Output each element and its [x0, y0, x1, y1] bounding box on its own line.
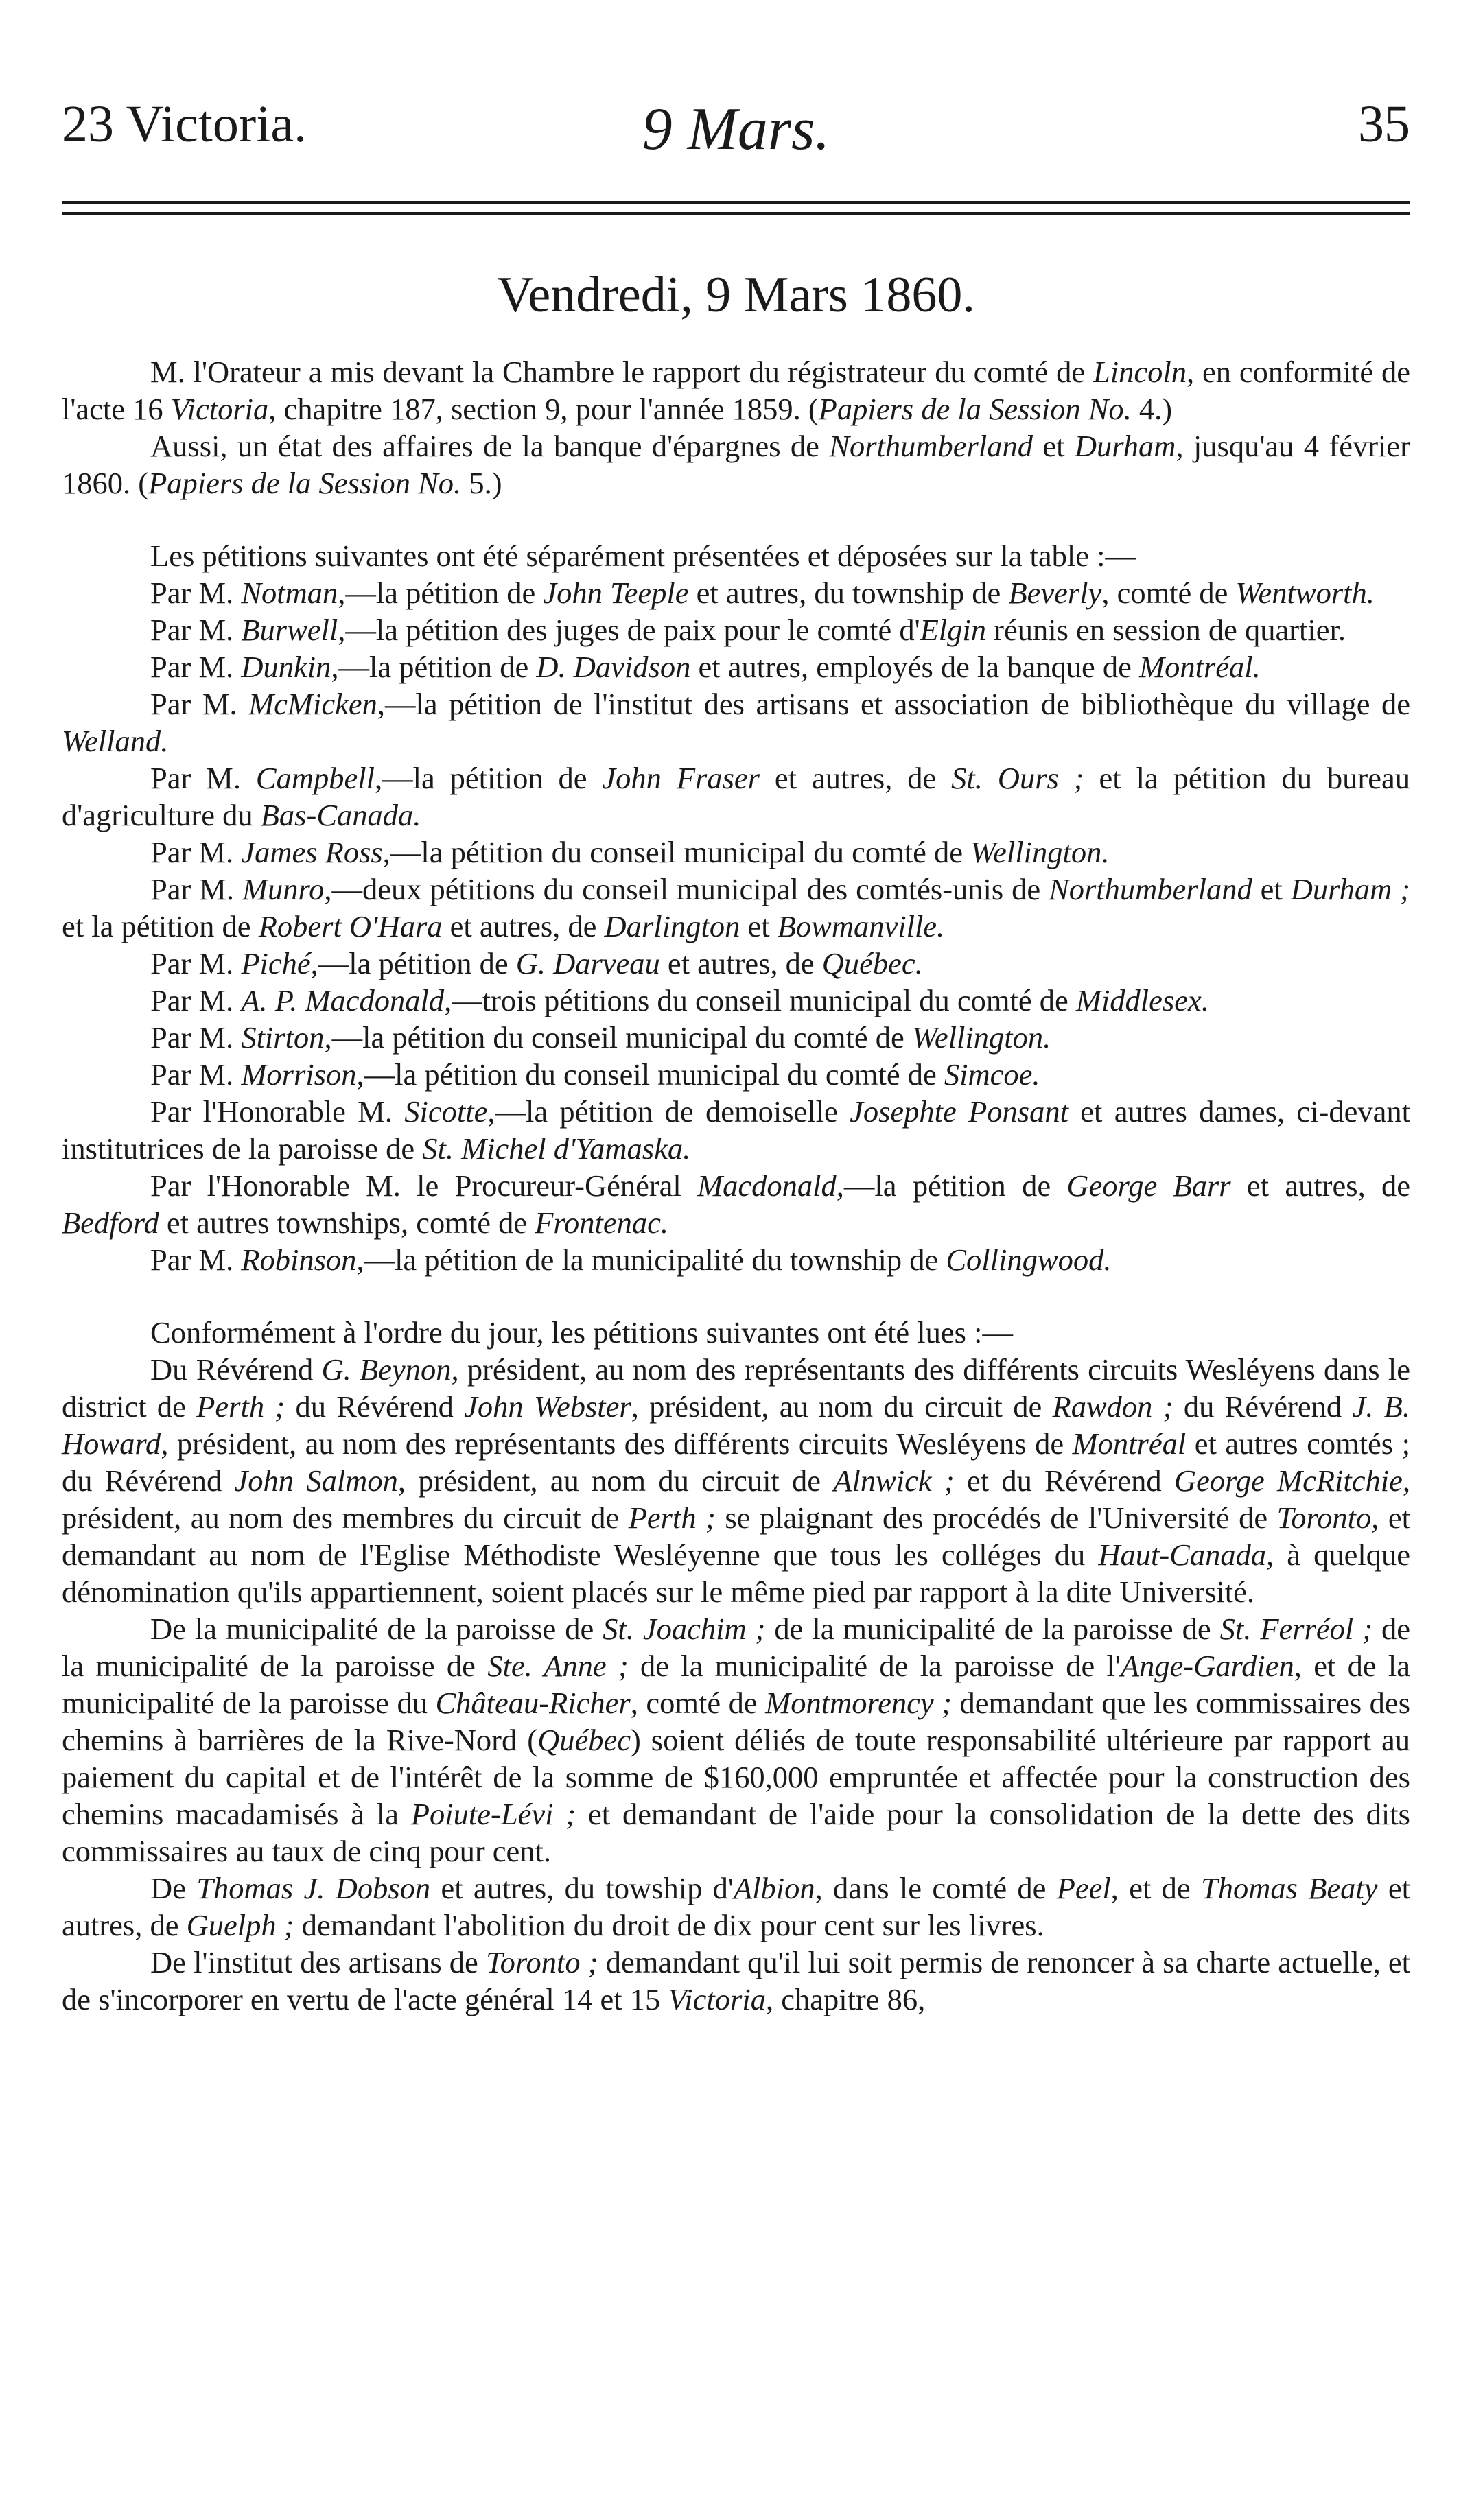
paragraph	[62, 1241, 1410, 1278]
italic-text: Frontenac.	[535, 1205, 669, 1240]
italic-text: John Teeple	[543, 576, 689, 610]
italic-text: Sicotte	[404, 1094, 488, 1129]
italic-text: Perth ;	[628, 1500, 716, 1535]
italic-text: Victoria	[668, 1982, 766, 2016]
italic-text: Collingwood.	[946, 1243, 1112, 1277]
italic-text: G. Darveau	[515, 946, 660, 980]
text-run: , comté de	[1101, 576, 1236, 610]
text-run: , dans le comté de	[815, 1871, 1057, 1905]
italic-text: Morrison	[241, 1057, 357, 1092]
text-run: , en conformité de l'acte 16	[62, 355, 1410, 426]
text-run: ,—la pétition de	[331, 650, 537, 684]
italic-text: Poiute-Lévi ;	[410, 1797, 576, 1831]
text-run: ,—la pétition de l'institut des artisans et association de bibliothèque du village de	[377, 687, 1410, 721]
paragraph	[62, 1093, 1410, 1167]
italic-text: St. Ferréol ;	[1219, 1612, 1373, 1646]
italic-text: J. B. Howard	[62, 1389, 1410, 1461]
italic-text: Haut-Canada	[1098, 1538, 1267, 1572]
paragraph	[62, 945, 1410, 982]
text-run: Par M.	[150, 983, 242, 1017]
italic-text: James Ross	[241, 835, 383, 869]
italic-text: Perth ;	[196, 1389, 285, 1424]
text-run: ,—la pétition de la municipalité du township de	[356, 1243, 946, 1277]
italic-text: Piché	[241, 946, 311, 980]
paragraph	[62, 982, 1410, 1019]
page-number: 35	[1358, 95, 1410, 153]
text-run: Par M.	[150, 1243, 242, 1277]
text-run: , chapitre 187, section 9, pour l'année 1859. (	[268, 392, 819, 426]
text-run: Conformément à l'ordre du jour, les pétitions suivantes ont été lues :—	[150, 1315, 1013, 1350]
paragraph	[62, 1056, 1410, 1093]
text-run: ,—deux pétitions du conseil municipal des comtés-unis de	[324, 872, 1049, 906]
text-run: De l'institut des artisans de	[150, 1945, 486, 1979]
italic-text: Thomas Beaty	[1200, 1871, 1378, 1905]
text-run: de la municipalité de la paroisse de	[62, 1612, 1411, 1683]
italic-text: Peel	[1056, 1871, 1111, 1905]
italic-text: George Barr	[1066, 1168, 1231, 1203]
paragraph	[62, 1870, 1410, 1944]
text-run: et la pétition de	[62, 909, 259, 943]
italic-text: Burwell	[241, 613, 338, 647]
italic-text: Ange-Gardien	[1120, 1649, 1294, 1683]
italic-text: John Webster	[464, 1389, 631, 1424]
text-run: réunis en session de quartier.	[986, 613, 1346, 647]
paragraph	[62, 1019, 1410, 1056]
italic-text: Guelph ;	[186, 1908, 294, 1942]
text-run: et autres, de	[62, 1871, 1410, 1942]
text-run: , à quelque dénomination qu'ils appartiennent, soient placés sur le même pied par rapport à la dite Université.	[62, 1538, 1410, 1609]
text-run: ,—la pétition de	[836, 1168, 1067, 1203]
italic-text: Château-Richer	[435, 1686, 631, 1720]
italic-text: Québec	[537, 1723, 631, 1757]
text-run: et autres, de	[759, 761, 952, 795]
text-run: ,—la pétition des juges de paix pour le comté d'	[338, 613, 920, 647]
text-run: , président, au nom du circuit de	[397, 1463, 834, 1498]
italic-text: Stirton	[241, 1020, 325, 1055]
italic-text: Robert O'Hara	[258, 909, 443, 943]
italic-text: Montréal	[1072, 1426, 1187, 1461]
text-run: et autres, du towship d'	[430, 1871, 734, 1905]
italic-text: Rawdon ;	[1052, 1389, 1173, 1424]
italic-text: Wellington.	[970, 835, 1110, 869]
italic-text: Wellington.	[911, 1020, 1051, 1055]
paragraph	[62, 574, 1410, 611]
text-run: Par l'Honorable M.	[150, 1094, 405, 1129]
italic-text: D. Davidson	[536, 650, 691, 684]
text-run: et autres, employés de la banque de	[690, 650, 1140, 684]
text-run: et	[740, 909, 778, 943]
italic-text: Robinson	[241, 1243, 357, 1277]
italic-text: Dunkin	[241, 650, 331, 684]
text-run: demandant l'abolition du droit de dix pour cent sur les livres.	[294, 1908, 1044, 1942]
italic-text: Josephte Ponsant	[850, 1094, 1068, 1129]
italic-text: Thomas J. Dobson	[196, 1871, 431, 1905]
text-run: Aussi, un état des affaires de la banque d'épargnes de	[150, 429, 830, 463]
text-run: M. l'Orateur a mis devant la Chambre le rapport du régistrateur du comté de	[150, 355, 1094, 389]
italic-text: Wentworth.	[1235, 576, 1375, 610]
text-run: Par M.	[150, 872, 242, 906]
italic-text: A. P. Macdonald	[241, 983, 445, 1017]
text-run: et autres, du township de	[688, 576, 1009, 610]
date-heading: 9 Mars.	[642, 96, 830, 163]
text-run: Par M.	[150, 1020, 242, 1055]
italic-text: Toronto ;	[485, 1945, 598, 1979]
text-run: demandant que les commissaires des chemins à barrières de la Rive-Nord (	[62, 1686, 1411, 1757]
paragraph	[62, 685, 1410, 759]
italic-text: Darlington	[604, 909, 740, 943]
italic-text: Macdonald	[697, 1168, 837, 1203]
italic-text: Bedford	[62, 1205, 159, 1240]
italic-text: Campbell	[255, 761, 375, 795]
italic-text: Papiers de la Session No.	[818, 392, 1132, 426]
text-run: , président, au nom du circuit de	[631, 1389, 1053, 1424]
italic-text: John Fraser	[602, 761, 760, 795]
text-run: , et de	[1110, 1871, 1201, 1905]
text-run: ,—la pétition du conseil municipal du comté de	[324, 1020, 912, 1055]
italic-text: Papiers de la Session No.	[148, 466, 462, 500]
text-run: et autres, de	[659, 946, 822, 980]
italic-text: Simcoe.	[944, 1057, 1040, 1092]
paragraph	[62, 537, 1410, 574]
text-run: et	[1032, 429, 1075, 463]
text-run: Par M.	[150, 761, 256, 795]
italic-text: Albion	[733, 1871, 815, 1905]
text-run: , président, au nom des représentants des différents circuits Wesléyens de	[161, 1426, 1073, 1461]
text-run: Par M.	[150, 613, 242, 647]
text-run: de la municipalité de la paroisse de l'	[628, 1649, 1121, 1683]
italic-text: John Salmon	[234, 1463, 398, 1498]
text-run: et du Révérend	[954, 1463, 1174, 1498]
text-run: et autres, de	[442, 909, 605, 943]
paragraph	[62, 353, 1410, 427]
italic-text: Notman	[241, 576, 338, 610]
text-run: Par M.	[150, 1057, 242, 1092]
italic-text: Alnwick ;	[833, 1463, 955, 1498]
text-run: demandant qu'il lui soit permis de renoncer à sa charte actuelle, et de s'incorporer en vertu de l'acte général 14 et 15	[62, 1945, 1410, 2016]
italic-text: Bas-Canada.	[260, 798, 421, 832]
italic-text: Northumberland	[829, 429, 1033, 463]
text-run: et autres comtés ; du Révérend	[62, 1426, 1410, 1498]
text-run: , président, au nom des membres du circuit de	[62, 1463, 1410, 1535]
paragraph	[62, 1944, 1410, 2018]
paragraph	[62, 1351, 1410, 1610]
running-head	[62, 95, 1410, 170]
italic-text: Montréal.	[1139, 650, 1261, 684]
journal-body	[62, 353, 1410, 2018]
day-title: Vendredi, 9 Mars 1860.	[497, 267, 975, 323]
text-run: de la municipalité de la paroisse de	[765, 1612, 1220, 1646]
italic-text: Toronto	[1276, 1500, 1372, 1535]
session-label: 23 Victoria.	[62, 95, 307, 153]
text-run: , et demandant au nom de l'Eglise Méthodiste Wesléyenne que tous les colléges du	[62, 1500, 1410, 1572]
text-run: ,—la pétition du conseil municipal du comté de	[356, 1057, 944, 1092]
italic-text: St. Michel d'Yamaska.	[422, 1131, 691, 1166]
italic-text: Munro	[242, 872, 325, 906]
text-run: Par M.	[150, 835, 242, 869]
text-run: De	[150, 1871, 197, 1905]
text-run: se plaignant des procédés de l'Université de	[715, 1500, 1277, 1535]
text-run: 4.)	[1131, 392, 1173, 426]
text-run: De la municipalité de la paroisse de	[150, 1612, 603, 1646]
text-run: et autres dames, ci-devant institutrices de la paroisse de	[62, 1094, 1410, 1166]
italic-text: George McRitchie	[1173, 1463, 1403, 1498]
text-run: , et de la municipalité de la paroisse du	[62, 1649, 1410, 1720]
paragraph	[62, 871, 1410, 945]
text-run: Par M.	[150, 946, 242, 980]
text-run: et autres townships, comté de	[159, 1205, 535, 1240]
italic-text: Middlesex.	[1075, 983, 1209, 1017]
italic-text: McMicken	[248, 687, 377, 721]
text-run: Par l'Honorable M. le Procureur-Général	[150, 1168, 698, 1203]
text-run: Les pétitions suivantes ont été séparément présentées et déposées sur la table :—	[150, 539, 1136, 573]
paragraph	[62, 834, 1410, 871]
italic-text: G. Beynon	[321, 1352, 452, 1387]
italic-text: Welland.	[62, 724, 169, 758]
paragraph	[62, 759, 1410, 834]
italic-text: Beverly	[1008, 576, 1102, 610]
text-run: ,—la pétition de	[374, 761, 603, 795]
paragraph	[62, 427, 1410, 502]
text-run: Du Révérend	[150, 1352, 322, 1387]
paragraph	[62, 1167, 1410, 1241]
italic-text: Durham ;	[1290, 872, 1410, 906]
text-run: Par M.	[150, 687, 249, 721]
text-run: , jusqu'au 4 février 1860. (	[62, 429, 1410, 500]
italic-text: St. Ours ;	[951, 761, 1084, 795]
text-run: du Révérend	[285, 1389, 465, 1424]
text-run: 5.)	[461, 466, 502, 500]
italic-text: St. Joachim ;	[603, 1612, 766, 1646]
text-run: Par M.	[150, 650, 242, 684]
italic-text: Elgin	[920, 613, 987, 647]
paragraph	[62, 1610, 1410, 1870]
text-run: Par M.	[150, 576, 242, 610]
text-run: , comté de	[630, 1686, 766, 1720]
text-run: , chapitre 86,	[765, 1982, 926, 2016]
italic-text: Montmorency ;	[765, 1686, 952, 1720]
text-run: ,—la pétition de	[338, 576, 544, 610]
text-run: ,—la pétition de	[310, 946, 516, 980]
header-rule	[62, 201, 1410, 223]
italic-text: Ste. Anne ;	[487, 1649, 629, 1683]
text-run: et	[1252, 872, 1291, 906]
italic-text: Bowmanville.	[777, 909, 945, 943]
italic-text: Northumberland	[1049, 872, 1252, 906]
text-run: ,—la pétition du conseil municipal du comté de	[382, 835, 971, 869]
text-run: et demandant de l'aide pour la consolidation de la dette des dits commissaires au taux de cinq pour cent.	[62, 1797, 1410, 1868]
italic-text: Lincoln	[1093, 355, 1187, 389]
paragraph	[62, 611, 1410, 648]
text-run: et autres, de	[1230, 1168, 1410, 1203]
text-run: et la pétition du bureau d'agriculture du	[62, 761, 1410, 832]
paragraph	[62, 1314, 1410, 1351]
text-run: ) soient déliés de toute responsabilité ultérieure par rapport au paiement du capital et de l'intérêt de la somme de $160,000 empruntée et affectée pour la construction des chemins macadamisés à la	[62, 1723, 1411, 1831]
paragraph	[62, 648, 1410, 685]
italic-text: Québec.	[821, 946, 923, 980]
text-run: ,—la pétition de demoiselle	[487, 1094, 850, 1129]
italic-text: Victoria	[170, 392, 269, 426]
text-run: du Révérend	[1173, 1389, 1353, 1424]
text-run: , président, au nom des représentants des différents circuits Wesléyens dans le district de	[62, 1352, 1411, 1424]
text-run: ,—trois pétitions du conseil municipal du comté de	[444, 983, 1076, 1017]
italic-text: Durham	[1074, 429, 1176, 463]
